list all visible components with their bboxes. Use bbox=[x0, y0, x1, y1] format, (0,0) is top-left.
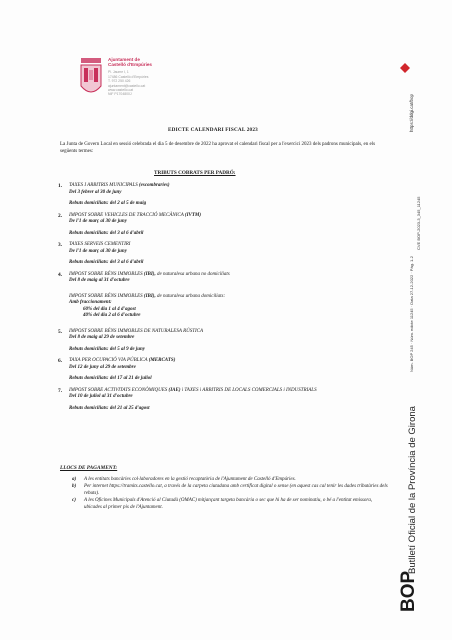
list-item: c) A les Oficines Municipals d'Atenció al Ciutadà (OMAC) mitjançant targeta bancària o sec que hi ha de ser nominatiu, o bé a l'entitat emissora, ubicades al primer pis de l'Ajuntament. bbox=[72, 498, 373, 510]
municipality-header bbox=[108, 57, 152, 97]
org-name-line2: Castelló d'Empúries bbox=[108, 62, 152, 68]
address-line: ajuntament@castello.cat bbox=[108, 83, 146, 88]
payment-places-title: LLOCS DE PAGAMENT: bbox=[60, 465, 118, 471]
intro-paragraph: La Junta de Govern Local en sessió celebrada el dia 5 de desembre de 2022 ha aprovat el calendari fiscal per a l'exercici 2023 dels padrons municipals, en els següents termes: bbox=[60, 142, 376, 154]
document-title: EDICTE CALENDARI FISCAL 2023 bbox=[168, 127, 258, 133]
org-name-line1: Ajuntament de bbox=[108, 57, 140, 62]
list-item: 2. IMPOST SOBRE VEHICLES DE TRACCIÓ MECÀNICA (IVTM) De l'1 de març al 30 de juny Rebuts domiciliats: del 3 al 6 d'abril bbox=[58, 212, 202, 236]
bop-cve: CVE BOP-2023-3_345_11245 bbox=[416, 196, 421, 250]
address-line: T. 972 250 426 bbox=[108, 79, 131, 84]
bop-mark: BOP bbox=[398, 570, 419, 612]
address-line: NIF P1704800J bbox=[108, 92, 132, 97]
bop-butlleti-title: Butlletí Oficial de la Província de Girona bbox=[407, 406, 418, 574]
bop-url[interactable]: https://ddgi.cat/bop bbox=[409, 93, 414, 132]
bop-reference: Núm. BOP 245 · Núm. edicte 11245 · Data 27-12-2022 · Pàg. 1-2 bbox=[409, 256, 414, 372]
tributs-list bbox=[58, 183, 388, 417]
list-item: 4. IMPOST SOBRE BÉNS IMMOBLES (IBI), de naturalesa urbana no domiciliats Del 8 de maig al 31 d'octubre bbox=[58, 271, 230, 283]
list-item: a) A les entitats bancàries col·laboradores en la gestió recaptatòria de l'Ajuntament de Castelló d'Empúries. bbox=[72, 476, 296, 482]
ibi-domiciliats-block: IMPOST SOBRE BÉNS IMMOBLES (IBI), de naturalesa urbana domiciliats: Amb fraccionament: 60% del dia 1 al 4 d'agost 40% del dia 2 al 6 d'octubre bbox=[69, 293, 226, 318]
list-item: 6. TAXA PER OCUPACIÓ VIA PÚBLICA (MERCATS) Del 12 de juny al 29 de setembre Rebuts domiciliats: del 17 al 21 de juliol bbox=[58, 358, 176, 381]
section-subtitle: TRIBUTS COBRATS PER PADRÓ: bbox=[154, 170, 236, 176]
list-item: 7. IMPOST SOBRE ACTIVITATS ECONÒMIQUES (IAE) i TAXES i ARBITRIS DE LOCALS COMERCIALS i INDUSTRIALS Del 10 de juliol al 31 d'octubre Rebuts domiciliats: del 21 al 25 d'agost bbox=[58, 387, 317, 411]
municipal-crest-icon bbox=[78, 56, 104, 102]
list-item: 5. IMPOST SOBRE BÉNS IMMOBLES DE NATURALESA RÚSTICA Del 8 de maig al 29 de setembre Rebuts domiciliats: del 5 al 9 de juny bbox=[58, 328, 204, 352]
list-item: 3. TAXES SERVEIS CEMENTIRI De l'1 de març al 30 de juny Rebuts domiciliats: del 3 al 6 d'abril bbox=[58, 242, 144, 265]
payment-places bbox=[60, 465, 390, 512]
list-item: 1. TAXES I ARBITRIS MUNICIPALS (escombraries) Del 3 febrer al 30 de juny Rebuts domiciliats: del 2 al 5 de maig bbox=[58, 183, 170, 206]
address-line: 17486 Castelló d'Empúries bbox=[108, 74, 149, 79]
bop-logo-icon bbox=[400, 63, 410, 73]
list-item: b) Per internet https://tramits.castello.cat, a través de la carpeta ciutadana amb certificat digital o sense (en aquest cas cal tenir les dades tributàries dels rebuts). bbox=[72, 484, 388, 496]
address-line: Pl. Jaume I, 1 bbox=[108, 70, 129, 75]
address-line: www.castello.cat bbox=[108, 88, 134, 93]
